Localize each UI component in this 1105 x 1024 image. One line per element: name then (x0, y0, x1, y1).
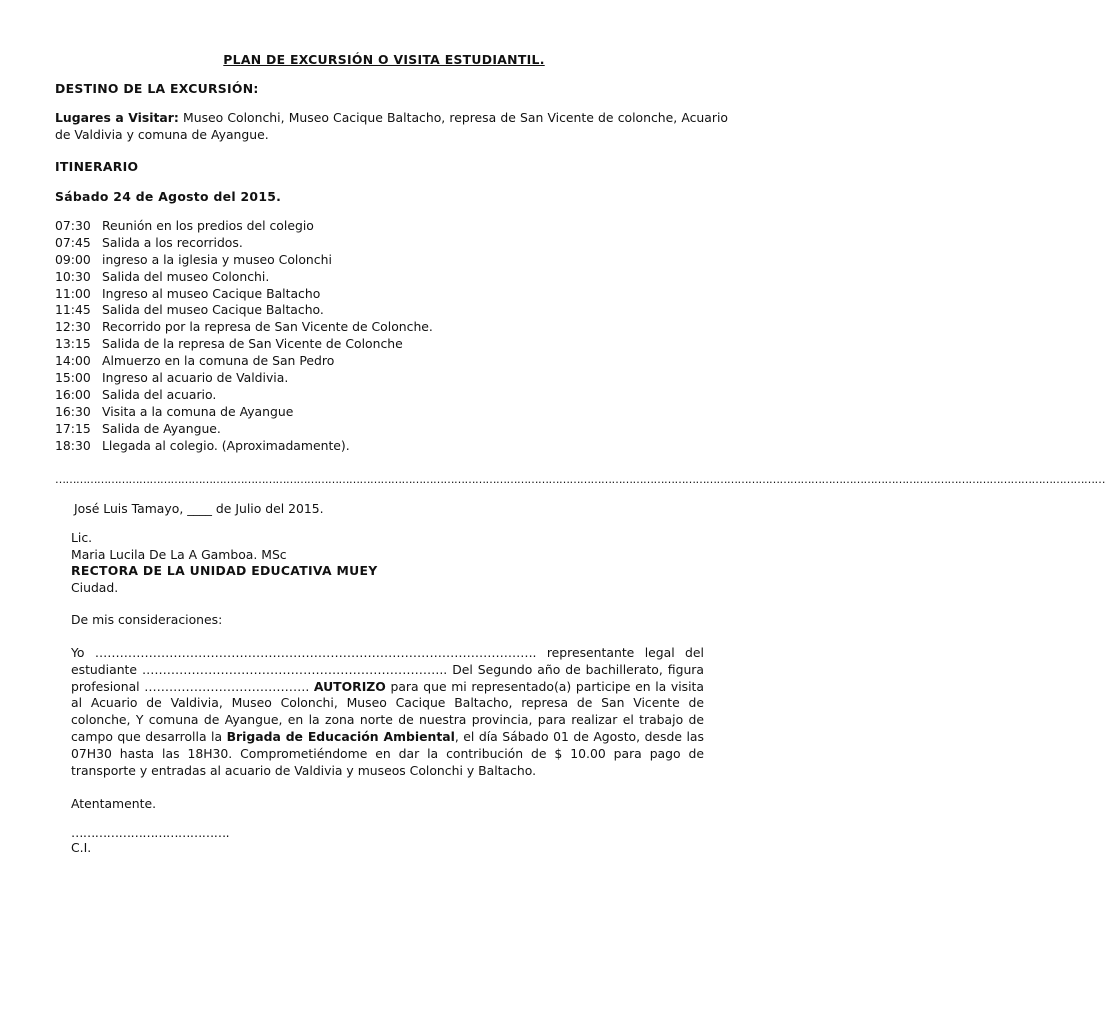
ci-label: C.I. (71, 840, 92, 855)
body-text-1: Yo …………………………………………………………………………………………….. representante legal del estudiante ……………………………………………………………….. Del Segundo año de bachillerato, figura profesional …………………………………. (71, 645, 704, 694)
schedule-desc: Salida del museo Colonchi. (102, 268, 270, 284)
schedule-desc: Salida de Ayangue. (102, 420, 221, 436)
schedule-time: 09:00 (55, 251, 91, 267)
brigada-text: Brigada de Educación Ambiental (226, 728, 455, 744)
schedule-time: 07:45 (55, 234, 91, 250)
schedule-row (55, 252, 433, 269)
autorizo-text: AUTORIZO (313, 678, 386, 694)
schedule-desc: Reunión en los predios del colegio (102, 218, 314, 233)
separator-line: ………………………………………………………………………………………………………………………………………………………………………………………………………………………………………………………………………… (55, 473, 1105, 486)
recipient-city: Ciudad. (71, 580, 119, 595)
schedule-desc: Visita a la comuna de Ayangue (102, 403, 294, 419)
schedule-desc: Ingreso al museo Cacique Baltacho (102, 285, 321, 301)
schedule-desc: Recorrido por la represa de San Vicente de Colonche. (102, 319, 433, 335)
schedule-time: 12:30 (55, 319, 91, 335)
schedule-time: 18:30 (55, 437, 91, 453)
schedule-time: 11:00 (55, 285, 91, 301)
schedule-row (55, 235, 433, 252)
schedule-row (55, 269, 433, 286)
recipient-title: Lic. (71, 530, 93, 545)
recipient-name: Maria Lucila De La A Gamboa. MSc (71, 547, 287, 562)
itinerario-heading: ITINERARIO (55, 159, 139, 174)
recipient-role: RECTORA DE LA UNIDAD EDUCATIVA MUEY (71, 563, 378, 578)
lugares-paragraph (55, 110, 728, 144)
schedule-time: 11:45 (55, 302, 91, 318)
document-title: PLAN DE EXCURSIÓN O VISITA ESTUDIANTIL. (223, 52, 545, 67)
schedule-desc: Salida del acuario. (102, 386, 217, 402)
schedule-row (55, 370, 433, 387)
schedule-row (55, 404, 433, 421)
lugares-label: Lugares a Visitar: (55, 110, 179, 125)
schedule-time: 16:00 (55, 386, 91, 402)
greeting: De mis consideraciones: (71, 612, 223, 627)
destino-heading: DESTINO DE LA EXCURSIÓN: (55, 81, 259, 96)
closing: Atentamente. (71, 796, 157, 811)
schedule-row (55, 286, 433, 303)
schedule-row (55, 438, 433, 455)
schedule-time: 07:30 (55, 218, 91, 233)
lugares-text: Museo Colonchi, Museo Cacique Baltacho, represa de San Vicente de colonche, Acuario de Valdivia y comuna de Ayangue. (55, 110, 728, 142)
place-date: José Luis Tamayo, ____ de Julio del 2015. (74, 501, 324, 516)
schedule-time: 17:15 (55, 420, 91, 436)
schedule-row (55, 336, 433, 353)
schedule-desc: ingreso a la iglesia y museo Colonchi (102, 251, 332, 267)
body-text-2: para que mi representado(a) participe en la visita al Acuario de Valdivia, Museo Colonchi, Museo Cacique Baltacho, represa de San Vicente de colonche, Y comuna de Ayangue, en la zona norte de nuestra provincia, para realizar el trabajo de campo que desarrolla la (71, 678, 704, 744)
body-text-3: , el día Sábado 01 de Agosto, desde las 07H30 hasta las 18H30. Comprometiéndome en dar la contribución de $ 10.00 para pago de transporte y entradas al acuario de Valdivia y museos Colonchi y Baltacho. (71, 728, 704, 778)
schedule-row (55, 319, 433, 336)
schedule-desc: Ingreso al acuario de Valdivia. (102, 370, 289, 386)
schedule-desc: Almuerzo en la comuna de San Pedro (102, 353, 335, 369)
schedule-list (55, 218, 433, 454)
schedule-time: 14:00 (55, 353, 91, 369)
schedule-time: 10:30 (55, 268, 91, 284)
schedule-row (55, 218, 433, 235)
schedule-desc: Salida de la represa de San Vicente de Colonche (102, 336, 403, 352)
schedule-desc: Llegada al colegio. (Aproximadamente). (102, 437, 350, 453)
schedule-time: 15:00 (55, 370, 91, 386)
schedule-desc: Salida del museo Cacique Baltacho. (102, 302, 324, 318)
schedule-time: 16:30 (55, 403, 91, 419)
schedule-time: 13:15 (55, 336, 91, 352)
authorization-paragraph (71, 645, 704, 779)
schedule-desc: Salida a los recorridos. (102, 234, 243, 250)
signature-line: …………………………………. (71, 825, 230, 840)
schedule-row (55, 387, 433, 404)
schedule-row (55, 421, 433, 438)
date-heading: Sábado 24 de Agosto del 2015. (55, 189, 282, 204)
schedule-row (55, 353, 433, 370)
schedule-row (55, 302, 433, 319)
